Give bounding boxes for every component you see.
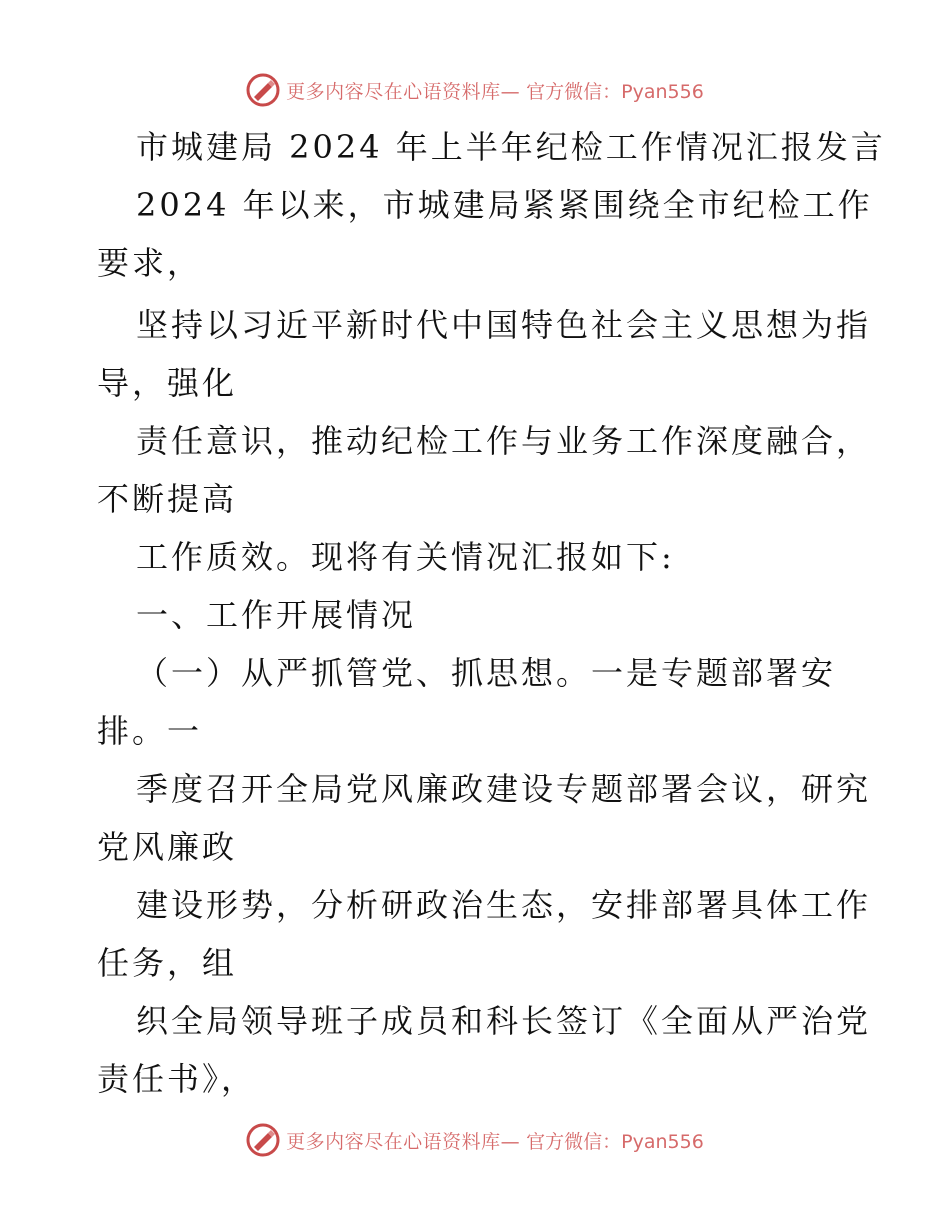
watermark-wechat: 官方微信：Pyan556 [526, 80, 704, 103]
paragraph-line: 要求， [97, 244, 203, 282]
paragraph-line: 任务，组 [97, 944, 238, 982]
paragraph-line: 排。一 [97, 712, 203, 750]
paragraph-line: 导，强化 [97, 364, 238, 402]
paragraph-line: 季度召开全局党风廉政建设专题部署会议，研究 [136, 770, 872, 808]
footer-watermark [0, 1120, 950, 1160]
paragraph-line: 坚持以习近平新时代中国特色社会主义思想为指 [136, 306, 872, 344]
paragraph-line: 工作质效。现将有关情况汇报如下: [136, 538, 675, 576]
paragraph-line: 织全局领导班子成员和科长签订《全面从严治党 [136, 1002, 872, 1040]
subsection-heading: （一）从严抓管党、抓思想。一是专题部署安 [136, 654, 837, 692]
header-watermark [0, 70, 950, 110]
watermark-text: 更多内容尽在心语资料库— [286, 80, 521, 103]
watermark-text: 更多内容尽在心语资料库— [286, 1130, 521, 1153]
pen-logo-icon [246, 1123, 280, 1157]
pen-logo-icon [246, 73, 280, 107]
paragraph-line: 2024 年以来，市城建局紧紧围绕全市纪检工作 [136, 186, 873, 224]
paragraph-line: 建设形势，分析研政治生态，安排部署具体工作 [136, 886, 872, 924]
paragraph-line: 党风廉政 [97, 828, 238, 866]
watermark-wechat: 官方微信：Pyan556 [526, 1130, 704, 1153]
paragraph-line: 不断提高 [97, 480, 238, 518]
paragraph-line: 责任书》， [97, 1060, 257, 1098]
paragraph-line: 责任意识，推动纪检工作与业务工作深度融合， [136, 422, 872, 460]
section-heading: 一、工作开展情况 [136, 596, 417, 634]
document-title: 市城建局 2024 年上半年纪检工作情况汇报发言 [136, 128, 886, 166]
